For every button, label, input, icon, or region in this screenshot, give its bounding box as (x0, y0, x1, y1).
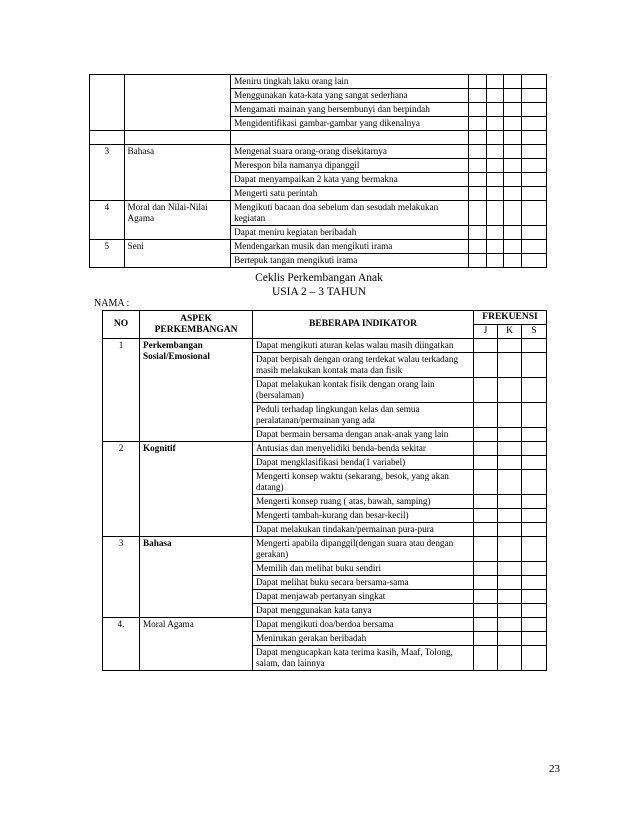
table-row (103, 339, 547, 353)
bottom-table-header (103, 311, 547, 339)
indicator-cell: Dapat menyampaikan 2 kata yang bermakna (231, 173, 469, 187)
check-cell[interactable] (487, 89, 504, 103)
check-cell[interactable] (498, 646, 522, 671)
row-aspect: Kognitif (140, 442, 253, 537)
section-title: Ceklis Perkembangan Anak (255, 272, 383, 284)
check-cell[interactable] (504, 145, 521, 159)
row-number: 4. (103, 618, 140, 671)
check-cell[interactable] (487, 159, 504, 173)
check-cell[interactable] (498, 353, 522, 378)
bottom-table-body (103, 339, 547, 671)
check-cell[interactable] (498, 537, 522, 562)
check-cell[interactable] (474, 509, 498, 523)
check-cell[interactable] (498, 576, 522, 590)
check-cell[interactable] (474, 339, 498, 353)
check-cell[interactable] (468, 103, 486, 117)
indicator-cell: Dapat mengucapkan kata terima kasih, Maaf, Tolong, salam, dan lainnya (253, 646, 474, 671)
table-row (103, 537, 547, 562)
row-number (90, 75, 125, 131)
spacer-cell (487, 131, 504, 145)
check-cell[interactable] (504, 103, 521, 117)
check-cell[interactable] (474, 618, 498, 632)
check-cell[interactable] (522, 646, 547, 671)
check-cell[interactable] (487, 187, 504, 201)
indicator-cell: Dapat meniru kegiatan beribadah (231, 226, 469, 240)
indicator-cell: Dapat bermain bersama dengan anak-anak yang lain (253, 428, 474, 442)
check-cell[interactable] (468, 75, 486, 89)
row-aspect: Bahasa (140, 537, 253, 618)
check-cell[interactable] (504, 159, 521, 173)
check-cell[interactable] (474, 403, 498, 428)
name-label: NAMA : (94, 298, 130, 309)
spacer-cell (124, 131, 231, 145)
check-cell[interactable] (522, 604, 547, 618)
check-cell[interactable] (521, 201, 546, 226)
check-cell[interactable] (498, 590, 522, 604)
check-cell[interactable] (498, 378, 522, 403)
table-row (103, 442, 547, 456)
indicator-cell: Merespon bila namanya dipanggil (231, 159, 469, 173)
check-cell[interactable] (522, 403, 547, 428)
check-cell[interactable] (474, 646, 498, 671)
indicator-cell: Mengenal suara orang-orang disekitarnya (231, 145, 469, 159)
indicator-cell: Dapat menggunakan kata tanya (253, 604, 474, 618)
row-aspect: Moral dan Nilai-Nilai Agama (124, 201, 231, 240)
check-cell[interactable] (468, 201, 486, 226)
indicator-cell: Dapat melakukan tindakan/permainan pura-pura (253, 523, 474, 537)
row-aspect: Perkembangan Sosial/Emosional (140, 339, 253, 442)
indicator-cell: Mendengarkan musik dan mengikuti irama (231, 240, 469, 254)
indicator-cell: Mengerti satu perintah (231, 187, 469, 201)
check-cell[interactable] (498, 604, 522, 618)
check-cell[interactable] (498, 403, 522, 428)
indicator-cell: Dapat mengikuti doa/berdoa bersama (253, 618, 474, 632)
check-cell[interactable] (474, 562, 498, 576)
indicator-cell: Mengerti konsep ruang ( atas, bawah, samping) (253, 495, 474, 509)
check-cell[interactable] (522, 495, 547, 509)
check-cell[interactable] (468, 117, 486, 131)
check-cell[interactable] (504, 187, 521, 201)
row-number: 5 (90, 240, 125, 268)
check-cell[interactable] (498, 495, 522, 509)
indicator-cell: Mengamati mainan yang bersembunyi dan berpindah (231, 103, 469, 117)
indicator-cell: Dapat melihat buku secara bersama-sama (253, 576, 474, 590)
check-cell[interactable] (474, 523, 498, 537)
check-cell[interactable] (522, 632, 547, 646)
spacer-cell (521, 131, 546, 145)
check-cell[interactable] (468, 145, 486, 159)
check-cell[interactable] (487, 254, 504, 268)
check-cell[interactable] (474, 495, 498, 509)
check-cell[interactable] (487, 103, 504, 117)
row-aspect: Moral Agama (140, 618, 253, 671)
spacer-row (90, 131, 547, 145)
spacer-cell (504, 131, 521, 145)
table-row (90, 75, 547, 89)
indicator-cell: Dapat berpisah dengan orang terdekat walau terkadang masih melakukan kontak mata dan fisik (253, 353, 474, 378)
row-aspect: Seni (124, 240, 231, 268)
indicator-cell: Dapat mengklasifikasi benda(1 variabel) (253, 456, 474, 470)
table-row (90, 145, 547, 159)
check-cell[interactable] (521, 159, 546, 173)
indicator-cell: Memilih dan melihat buku sendiri (253, 562, 474, 576)
header-indicators: BEBERAPA INDIKATOR (253, 311, 474, 339)
check-cell[interactable] (474, 442, 498, 456)
table-row (90, 240, 547, 254)
row-number: 4 (90, 201, 125, 240)
indicator-cell: Antusias dan menyelidiki benda-benda sekitar (253, 442, 474, 456)
table-row (90, 201, 547, 226)
section-subtitle: USIA 2 – 3 TAHUN (271, 286, 367, 298)
spacer-cell (468, 131, 486, 145)
check-cell[interactable] (498, 618, 522, 632)
spacer-cell (231, 131, 469, 145)
indicator-cell: Mengerti tambah-kurang dan besar-kecil) (253, 509, 474, 523)
check-cell[interactable] (522, 523, 547, 537)
check-cell[interactable] (522, 618, 547, 632)
check-cell[interactable] (522, 353, 547, 378)
bottom-checklist-table (102, 310, 547, 671)
check-cell[interactable] (521, 226, 546, 240)
row-number: 1 (103, 339, 140, 442)
check-cell[interactable] (468, 226, 486, 240)
check-cell[interactable] (522, 576, 547, 590)
check-cell[interactable] (468, 159, 486, 173)
check-cell[interactable] (504, 173, 521, 187)
check-cell[interactable] (522, 562, 547, 576)
check-cell[interactable] (474, 470, 498, 495)
indicator-cell: Menirukan gerakan beribadah (253, 632, 474, 646)
check-cell[interactable] (468, 254, 486, 268)
check-cell[interactable] (468, 89, 486, 103)
check-cell[interactable] (468, 187, 486, 201)
header-no: NO (103, 311, 140, 339)
spacer-cell (90, 131, 125, 145)
check-cell[interactable] (498, 470, 522, 495)
check-cell[interactable] (487, 117, 504, 131)
check-cell[interactable] (487, 173, 504, 187)
check-cell[interactable] (474, 353, 498, 378)
indicator-cell: Dapat mengikuti aturan kelas walau masih diingatkan (253, 339, 474, 353)
check-cell[interactable] (474, 456, 498, 470)
check-cell[interactable] (521, 89, 546, 103)
table-row (103, 618, 547, 632)
check-cell[interactable] (468, 173, 486, 187)
check-cell[interactable] (522, 456, 547, 470)
check-cell[interactable] (521, 75, 546, 89)
header-k: K (498, 325, 522, 339)
check-cell[interactable] (522, 339, 547, 353)
check-cell[interactable] (522, 537, 547, 562)
indicator-cell: Bertepuk tangan mengikuti irama (231, 254, 469, 268)
indicator-cell: Mengerti apabila dipanggil(dengan suara atau dengan gerakan) (253, 537, 474, 562)
row-number: 2 (103, 442, 140, 537)
check-cell[interactable] (522, 590, 547, 604)
indicator-cell: Peduli terhadap lingkungan kelas dan semua peralatanan/permainan yang ada (253, 403, 474, 428)
header-j: J (474, 325, 498, 339)
page-number: 23 (549, 763, 560, 775)
check-cell[interactable] (468, 240, 486, 254)
check-cell[interactable] (498, 509, 522, 523)
check-cell[interactable] (487, 145, 504, 159)
check-cell[interactable] (498, 456, 522, 470)
header-aspect: ASPEK PERKEMBANGAN (140, 311, 253, 339)
check-cell[interactable] (521, 187, 546, 201)
check-cell[interactable] (498, 428, 522, 442)
check-cell[interactable] (504, 226, 521, 240)
header-s: S (522, 325, 547, 339)
check-cell[interactable] (521, 240, 546, 254)
row-number: 3 (90, 145, 125, 201)
indicator-cell: Mengidentifikasi gambar-gambar yang dikenalnya (231, 117, 469, 131)
top-table-body (90, 75, 547, 268)
indicator-cell: Mengerti konsep waktu (sekarang, besok, yang akan datang) (253, 470, 474, 495)
check-cell[interactable] (521, 254, 546, 268)
check-cell[interactable] (504, 117, 521, 131)
top-checklist-table (89, 74, 547, 268)
check-cell[interactable] (474, 604, 498, 618)
row-aspect: Bahasa (124, 145, 231, 201)
check-cell[interactable] (504, 201, 521, 226)
indicator-cell: Dapat menjawab pertanyan singkat (253, 590, 474, 604)
check-cell[interactable] (487, 75, 504, 89)
indicator-cell: Dapat melakukan kontak fisik dengan orang lain (bersalaman) (253, 378, 474, 403)
indicator-cell: Meniru tingkah laku orang lain (231, 75, 469, 89)
check-cell[interactable] (522, 442, 547, 456)
check-cell[interactable] (474, 428, 498, 442)
check-cell[interactable] (521, 145, 546, 159)
check-cell[interactable] (474, 537, 498, 562)
header-frequency: FREKUENSI (474, 311, 547, 325)
check-cell[interactable] (522, 428, 547, 442)
check-cell[interactable] (498, 632, 522, 646)
check-cell[interactable] (521, 103, 546, 117)
check-cell[interactable] (521, 117, 546, 131)
check-cell[interactable] (521, 173, 546, 187)
check-cell[interactable] (498, 562, 522, 576)
indicator-cell: Menggunakan kata-kata yang sangat sederhana (231, 89, 469, 103)
check-cell[interactable] (504, 240, 521, 254)
check-cell[interactable] (504, 254, 521, 268)
row-number: 3 (103, 537, 140, 618)
check-cell[interactable] (474, 632, 498, 646)
check-cell[interactable] (522, 470, 547, 495)
check-cell[interactable] (474, 378, 498, 403)
check-cell[interactable] (504, 75, 521, 89)
check-cell[interactable] (498, 442, 522, 456)
check-cell[interactable] (487, 201, 504, 226)
check-cell[interactable] (498, 523, 522, 537)
row-aspect (124, 75, 231, 131)
check-cell[interactable] (522, 378, 547, 403)
check-cell[interactable] (474, 576, 498, 590)
check-cell[interactable] (487, 226, 504, 240)
check-cell[interactable] (474, 590, 498, 604)
check-cell[interactable] (487, 240, 504, 254)
check-cell[interactable] (498, 339, 522, 353)
indicator-cell: Mengikuti bacaan doa sebelum dan sesudah melakukan kegiatan (231, 201, 469, 226)
check-cell[interactable] (504, 89, 521, 103)
check-cell[interactable] (522, 509, 547, 523)
